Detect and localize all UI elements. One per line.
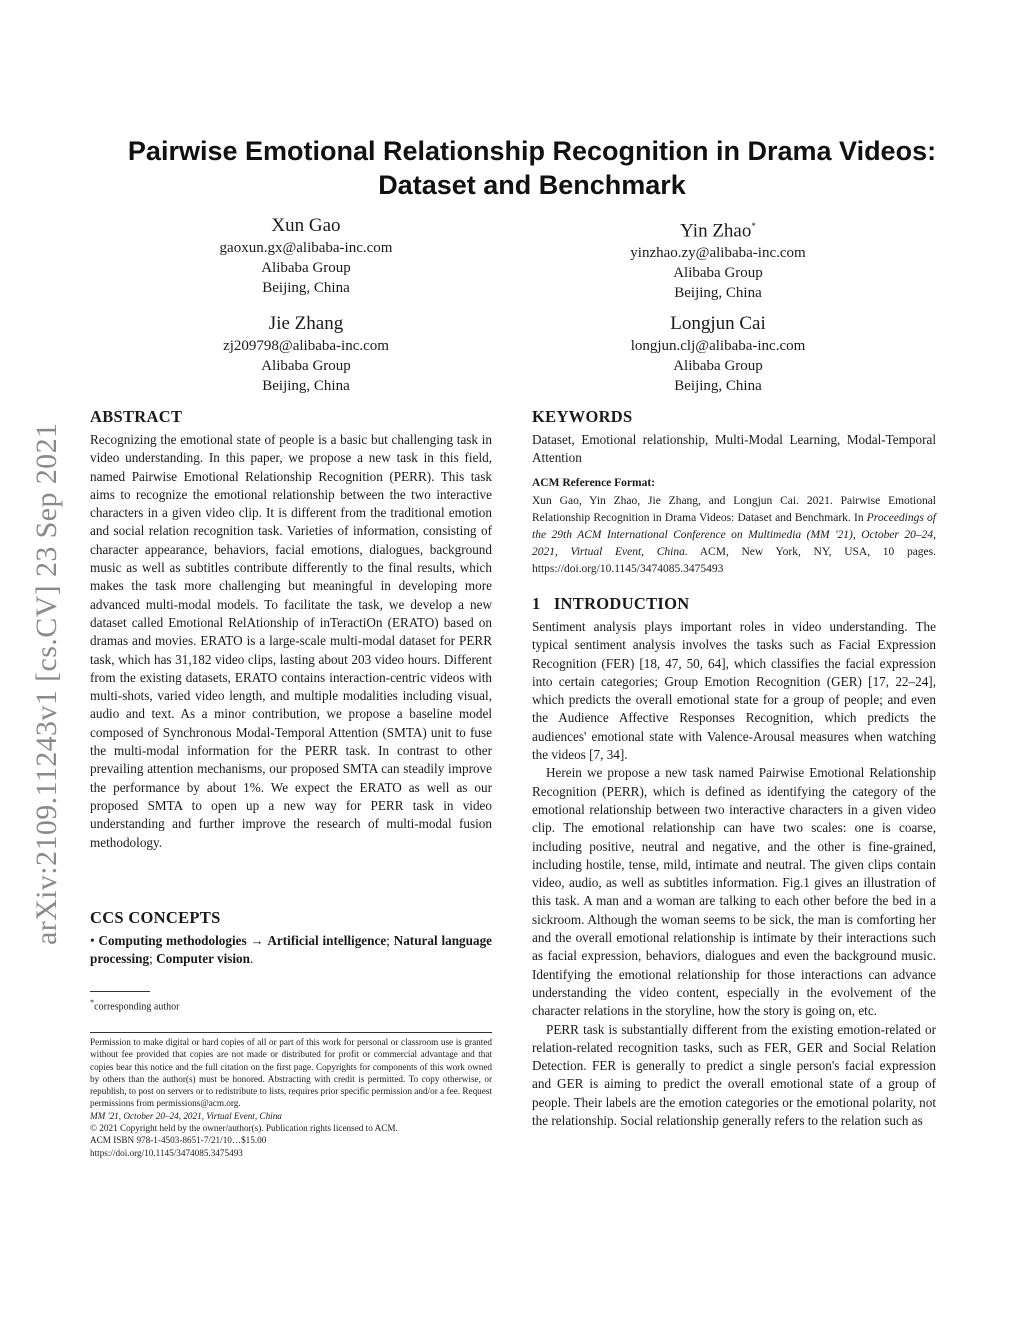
introduction-section <box>532 594 936 1130</box>
title-line-2: Dataset and Benchmark <box>378 170 686 200</box>
corresponding-author-mark: * <box>751 221 756 231</box>
paper-title <box>60 134 1004 202</box>
footnote-divider <box>90 991 150 992</box>
intro-paragraph-3: PERR task is substantially different from the existing emotion-related or relation-related recognition tasks, such as FER, GER and Social Relation Detection. FER is generally to predict a single person's facial expression and GER is aiming to predict the overall emotional state of a group of people. Their labels are the emotion categories or the emotional polarity, not the relationship. Social relationship generally refers to the relation such as <box>532 1021 936 1129</box>
intro-paragraph-2: Herein we propose a new task named Pairwise Emotional Relationship Recognition (PERR), which is defined as identifying the category of the emotional relationship between two interactive characters in a given video clip. The emotional relationship can have two scales: one is coarse, including positive, neutral and negative, and the other is fine-grained, including hostile, tense, mild, intimate and neutral. The given clips contain video, audio, as well as subtitles information. Fig.1 gives an illustration of this task. A man and a woman are talking to each other before the bed in a sickroom. Although the woman seems to be sick, the man is comforting her and the overall emotional relationship is intimate by their interactions such as facial expression, behaviors, dialogues and even the background music. Identifying the emotional relationship for those interactions can advance understanding the video content, especially in the evolvement of the character relations in the storyline, how the story is going on, etc. <box>532 765 936 1019</box>
author-email[interactable]: longjun.clj@alibaba-inc.com <box>630 338 806 354</box>
abstract-section <box>90 407 492 852</box>
author-location: Beijing, China <box>674 285 762 302</box>
author-name: Longjun Cai <box>670 313 766 334</box>
abstract-text: Recognizing the emotional state of people is a basic but challenging task in video understanding. In this paper, we propose a new task in this field, named Pairwise Emotional Relationship Recognition (PERR). This task aims to recognize the emotional relationship between the two interactive characters in a given video clip. It is different from the traditional emotion and social relation recognition task. Varieties of information, consisting of character appearance, behaviors, facial emotions, dialogues, background music as well as subtitles contribute differently to the final results, which makes the task more challenging but meaningful in developing more advanced multi-modal models. To facilitate the task, we develop a new dataset called Emotional RelAtionship of inTeractiOn (ERATO) based on dramas and movies. ERATO is a large-scale multi-modal dataset for PERR task, which has 31,182 video clips, lasting about 203 video hours. Different from the existing datasets, ERATO contains interaction-centric videos with multi-shots, varied video length, and multiple modalities including visual, audio and text. As a minor contribution, we propose a baseline model composed of Synchronous Modal-Temporal Attention (SMTA) unit to fuse the multi-modal information for the PERR task. In contrast to other prevailing attention mechanisms, our proposed SMTA can steadily improve the performance by about 1%. We expect the ERATO as well as our proposed SMTA to open up a new way for PERR task in video understanding and further improve the research of multi-modal fusion methodology. <box>90 432 492 850</box>
acm-reference-heading: ACM Reference Format: <box>532 477 656 489</box>
permission-venue: MM '21, October 20–24, 2021, Virtual Event, China <box>90 1110 282 1121</box>
author-name: Xun Gao <box>271 215 341 236</box>
permission-divider <box>90 1032 492 1033</box>
author-location: Beijing, China <box>262 378 350 394</box>
author-org: Alibaba Group <box>261 358 351 374</box>
permission-doi[interactable]: https://doi.org/10.1145/3474085.3475493 <box>90 1147 243 1158</box>
author-block-3 <box>156 312 456 396</box>
footnote: *corresponding author <box>90 998 180 1013</box>
permission-text: Permission to make digital or hard copies of all or part of this work for personal or classroom use is granted without fee provided that copies are not made or distributed for profit or commercial advantage and that copies bear this notice and the full citation on the first page. Copyrights for components of this work owned by others than the author(s) must be honored. Abstracting with credit is permitted. To copy otherwise, or republish, to post on servers or to redistribute to lists, requires prior specific permission and/or a fee. Request permissions from permissions@acm.org. <box>90 1037 492 1109</box>
acm-reference-section <box>532 475 936 578</box>
author-name: Yin Zhao* <box>680 220 756 242</box>
abstract-heading: ABSTRACT <box>90 407 183 426</box>
author-block-1 <box>156 214 456 298</box>
keywords-section <box>532 407 936 468</box>
intro-paragraph-1: Sentiment analysis plays important roles in video understanding. The typical sentiment analysis involves the tasks such as Facial Expression Recognition (FER) [18, 47, 50, 64], which classifies the facial expression into certain categories; Group Emotion Recognition (GER) [17, 22–24], which predicts the overall emotional state for a group of people; and even the Audience Affective Responses Recognition, which predicts the audiences' emotional state with Valence-Arousal measures when watching the videos [7, 34]. <box>532 619 936 763</box>
author-block-2 <box>568 214 868 303</box>
author-name: Jie Zhang <box>268 313 344 334</box>
ccs-heading: CCS CONCEPTS <box>90 908 221 927</box>
author-location: Beijing, China <box>674 378 762 394</box>
permission-block <box>90 1036 492 1159</box>
author-email[interactable]: yinzhao.zy@alibaba-inc.com <box>630 245 806 262</box>
author-email[interactable]: gaoxun.gx@alibaba-inc.com <box>219 240 393 256</box>
keywords-text: Dataset, Emotional relationship, Multi-Modal Learning, Modal-Temporal Attention <box>532 432 936 466</box>
arxiv-identifier-stamp: arXiv:2109.11243v1 [cs.CV] 23 Sep 2021 <box>30 422 63 945</box>
author-block-4 <box>568 312 868 396</box>
author-location: Beijing, China <box>262 280 350 296</box>
ccs-text: • Computing methodologies → Artificial intelligence; Natural language processing; Computer vision. <box>90 933 493 967</box>
introduction-heading: 1 INTRODUCTION <box>532 594 690 613</box>
author-email[interactable]: zj209798@alibaba-inc.com <box>223 338 389 354</box>
permission-copyright: © 2021 Copyright held by the owner/author(s). Publication rights licensed to ACM. <box>90 1123 398 1134</box>
author-org: Alibaba Group <box>673 358 763 374</box>
ccs-concepts-section <box>90 908 492 969</box>
author-org: Alibaba Group <box>261 260 351 276</box>
permission-isbn: ACM ISBN 978-1-4503-8651-7/21/10…$15.00 <box>90 1135 267 1146</box>
keywords-heading: KEYWORDS <box>532 407 633 426</box>
author-org: Alibaba Group <box>673 265 763 282</box>
acm-reference-text: Xun Gao, Yin Zhao, Jie Zhang, and Longjun Cai. 2021. Pairwise Emotional Relationship Recognition in Drama Videos: Dataset and Benchmark. In Proceedings of the 29th ACM International Conference on Multimedia (MM '21), October 20–24, 2021, Virtual Event, China. ACM, New York, NY, USA, 10 pages. https://doi.org/10.1145/3474085.3475493 <box>532 495 937 575</box>
title-line-1: Pairwise Emotional Relationship Recognition in Drama Videos: <box>127 136 937 166</box>
